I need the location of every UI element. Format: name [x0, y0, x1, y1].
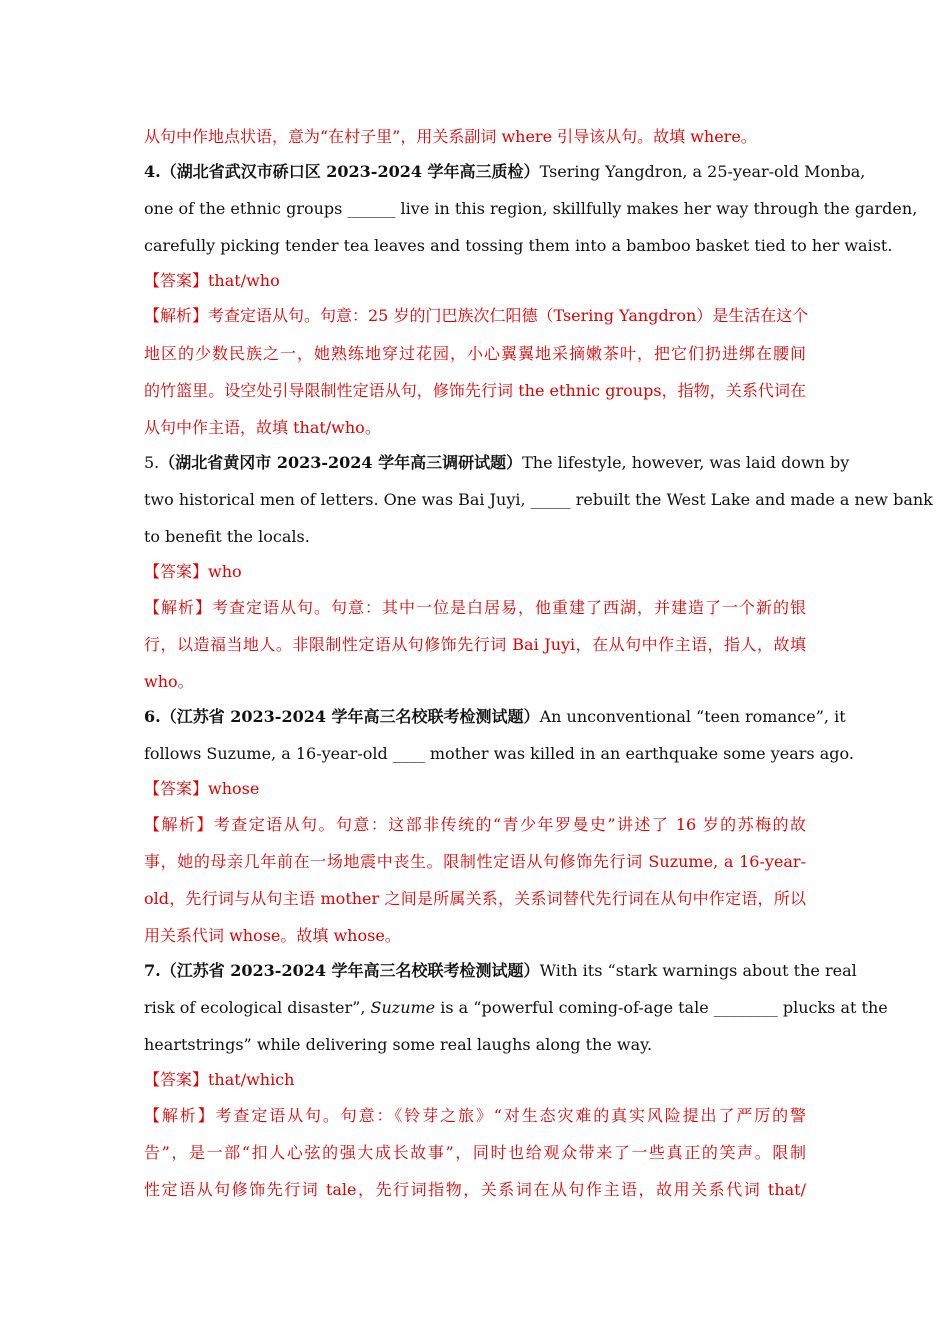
q5-source: （湖北省黄冈市 2023-2024 学年高三调研试题）: [159, 453, 523, 472]
q7-title-italic: Suzume: [370, 998, 436, 1017]
q5-stem-text: The lifestyle, however, was laid down by: [522, 453, 850, 472]
q5-analysis-line-2: 行，以造福当地人。非限制性定语从句修饰先行词 Bai Juyi，在从句中作主语，指人，故填: [144, 635, 806, 654]
q5-answer: 【答案】who: [144, 562, 242, 581]
q5-analysis-line-3: who。: [144, 672, 194, 691]
q4-analysis-line-4: 从句中作主语，故填 that/who。: [144, 418, 381, 437]
q7-analysis-line-2: 告”，是一部“扣人心弦的强大成长故事”，同时也给观众带来了一些真正的笑声。限制: [144, 1143, 806, 1162]
q4-analysis-line-1: 【解析】考查定语从句。句意：25 岁的门巴族次仁阳德（Tsering Yangdron）是生活在这个: [144, 306, 809, 325]
q5-stem-line-3: to benefit the locals.: [144, 527, 310, 546]
q7-stem-text-a: risk of ecological disaster”,: [144, 998, 371, 1017]
q4-answer: 【答案】that/who: [144, 271, 280, 290]
q4-stem-text: Tsering Yangdron, a 25-year-old Monba,: [539, 162, 866, 181]
q7-answer: 【答案】that/which: [144, 1070, 295, 1089]
q5-analysis-line-1: 【解析】考查定语从句。句意：其中一位是白居易，他重建了西湖，并建造了一个新的银: [144, 598, 806, 617]
q6-stem-text: An unconventional “teen romance”, it: [539, 707, 846, 726]
q6-analysis-line-2: 事，她的母亲几年前在一场地震中丧生。限制性定语从句修饰先行词 Suzume, a 16-year-: [144, 852, 806, 871]
q5-stem-line-1: [144, 448, 850, 478]
q6-stem-line-1: [144, 702, 846, 732]
q7-stem-text: With its “stark warnings about the real: [539, 961, 857, 980]
q4-stem-line-1: [144, 157, 866, 187]
q4-analysis-line-2: 地区的少数民族之一，她熟练地穿过花园，小心翼翼地采摘嫩茶叶，把它们扔进绑在腰间: [144, 344, 806, 363]
q5-number: 5.: [144, 453, 160, 472]
q4-source: 4.（湖北省武汉市硚口区 2023-2024 学年高三质检）: [144, 162, 540, 181]
q4-analysis-line-3: 的竹篮里。设空处引导限制性定语从句，修饰先行词 the ethnic groups，指物，关系代词在: [144, 381, 806, 400]
q4-stem-line-3: carefully picking tender tea leaves and tossing them into a bamboo basket tied to her waist.: [144, 236, 893, 255]
q6-analysis-line-4: 用关系代词 whose。故填 whose。: [144, 926, 401, 945]
q6-answer: 【答案】whose: [144, 779, 260, 798]
q7-stem-line-2: [144, 993, 888, 1023]
q4-stem-line-2: one of the ethnic groups ______ live in this region, skillfully makes her way through the garden,: [144, 199, 918, 218]
q7-analysis-line-3: 性定语从句修饰先行词 tale，先行词指物，关系词在从句作主语，故用关系代词 that/: [144, 1180, 806, 1199]
q3-analysis-tail: 从句中作地点状语，意为“在村子里”，用关系副词 where 引导该从句。故填 where。: [144, 127, 757, 146]
q7-stem-text-b: is a “powerful coming-of-age tale ________ plucks at the: [435, 998, 888, 1017]
q6-analysis-line-3: old，先行词与从句主语 mother 之间是所属关系，关系词替代先行词在从句中作定语，所以: [144, 889, 806, 908]
q7-stem-line-1: [144, 956, 857, 986]
q7-source: 7.（江苏省 2023-2024 学年高三名校联考检测试题）: [144, 961, 540, 980]
q6-stem-line-2: follows Suzume, a 16-year-old ____ mother was killed in an earthquake some years ago.: [144, 744, 854, 763]
q6-analysis-line-1: 【解析】考查定语从句。句意：这部非传统的“青少年罗曼史”讲述了 16 岁的苏梅的故: [144, 815, 806, 834]
q7-analysis-line-1: 【解析】考查定语从句。句意：《铃芽之旅》“对生态灾难的真实风险提出了严厉的警: [144, 1106, 806, 1125]
q6-source: 6.（江苏省 2023-2024 学年高三名校联考检测试题）: [144, 707, 540, 726]
q5-stem-line-2: two historical men of letters. One was Bai Juyi, _____ rebuilt the West Lake and made a new bank: [144, 490, 933, 509]
q7-stem-line-3: heartstrings” while delivering some real laughs along the way.: [144, 1035, 653, 1054]
